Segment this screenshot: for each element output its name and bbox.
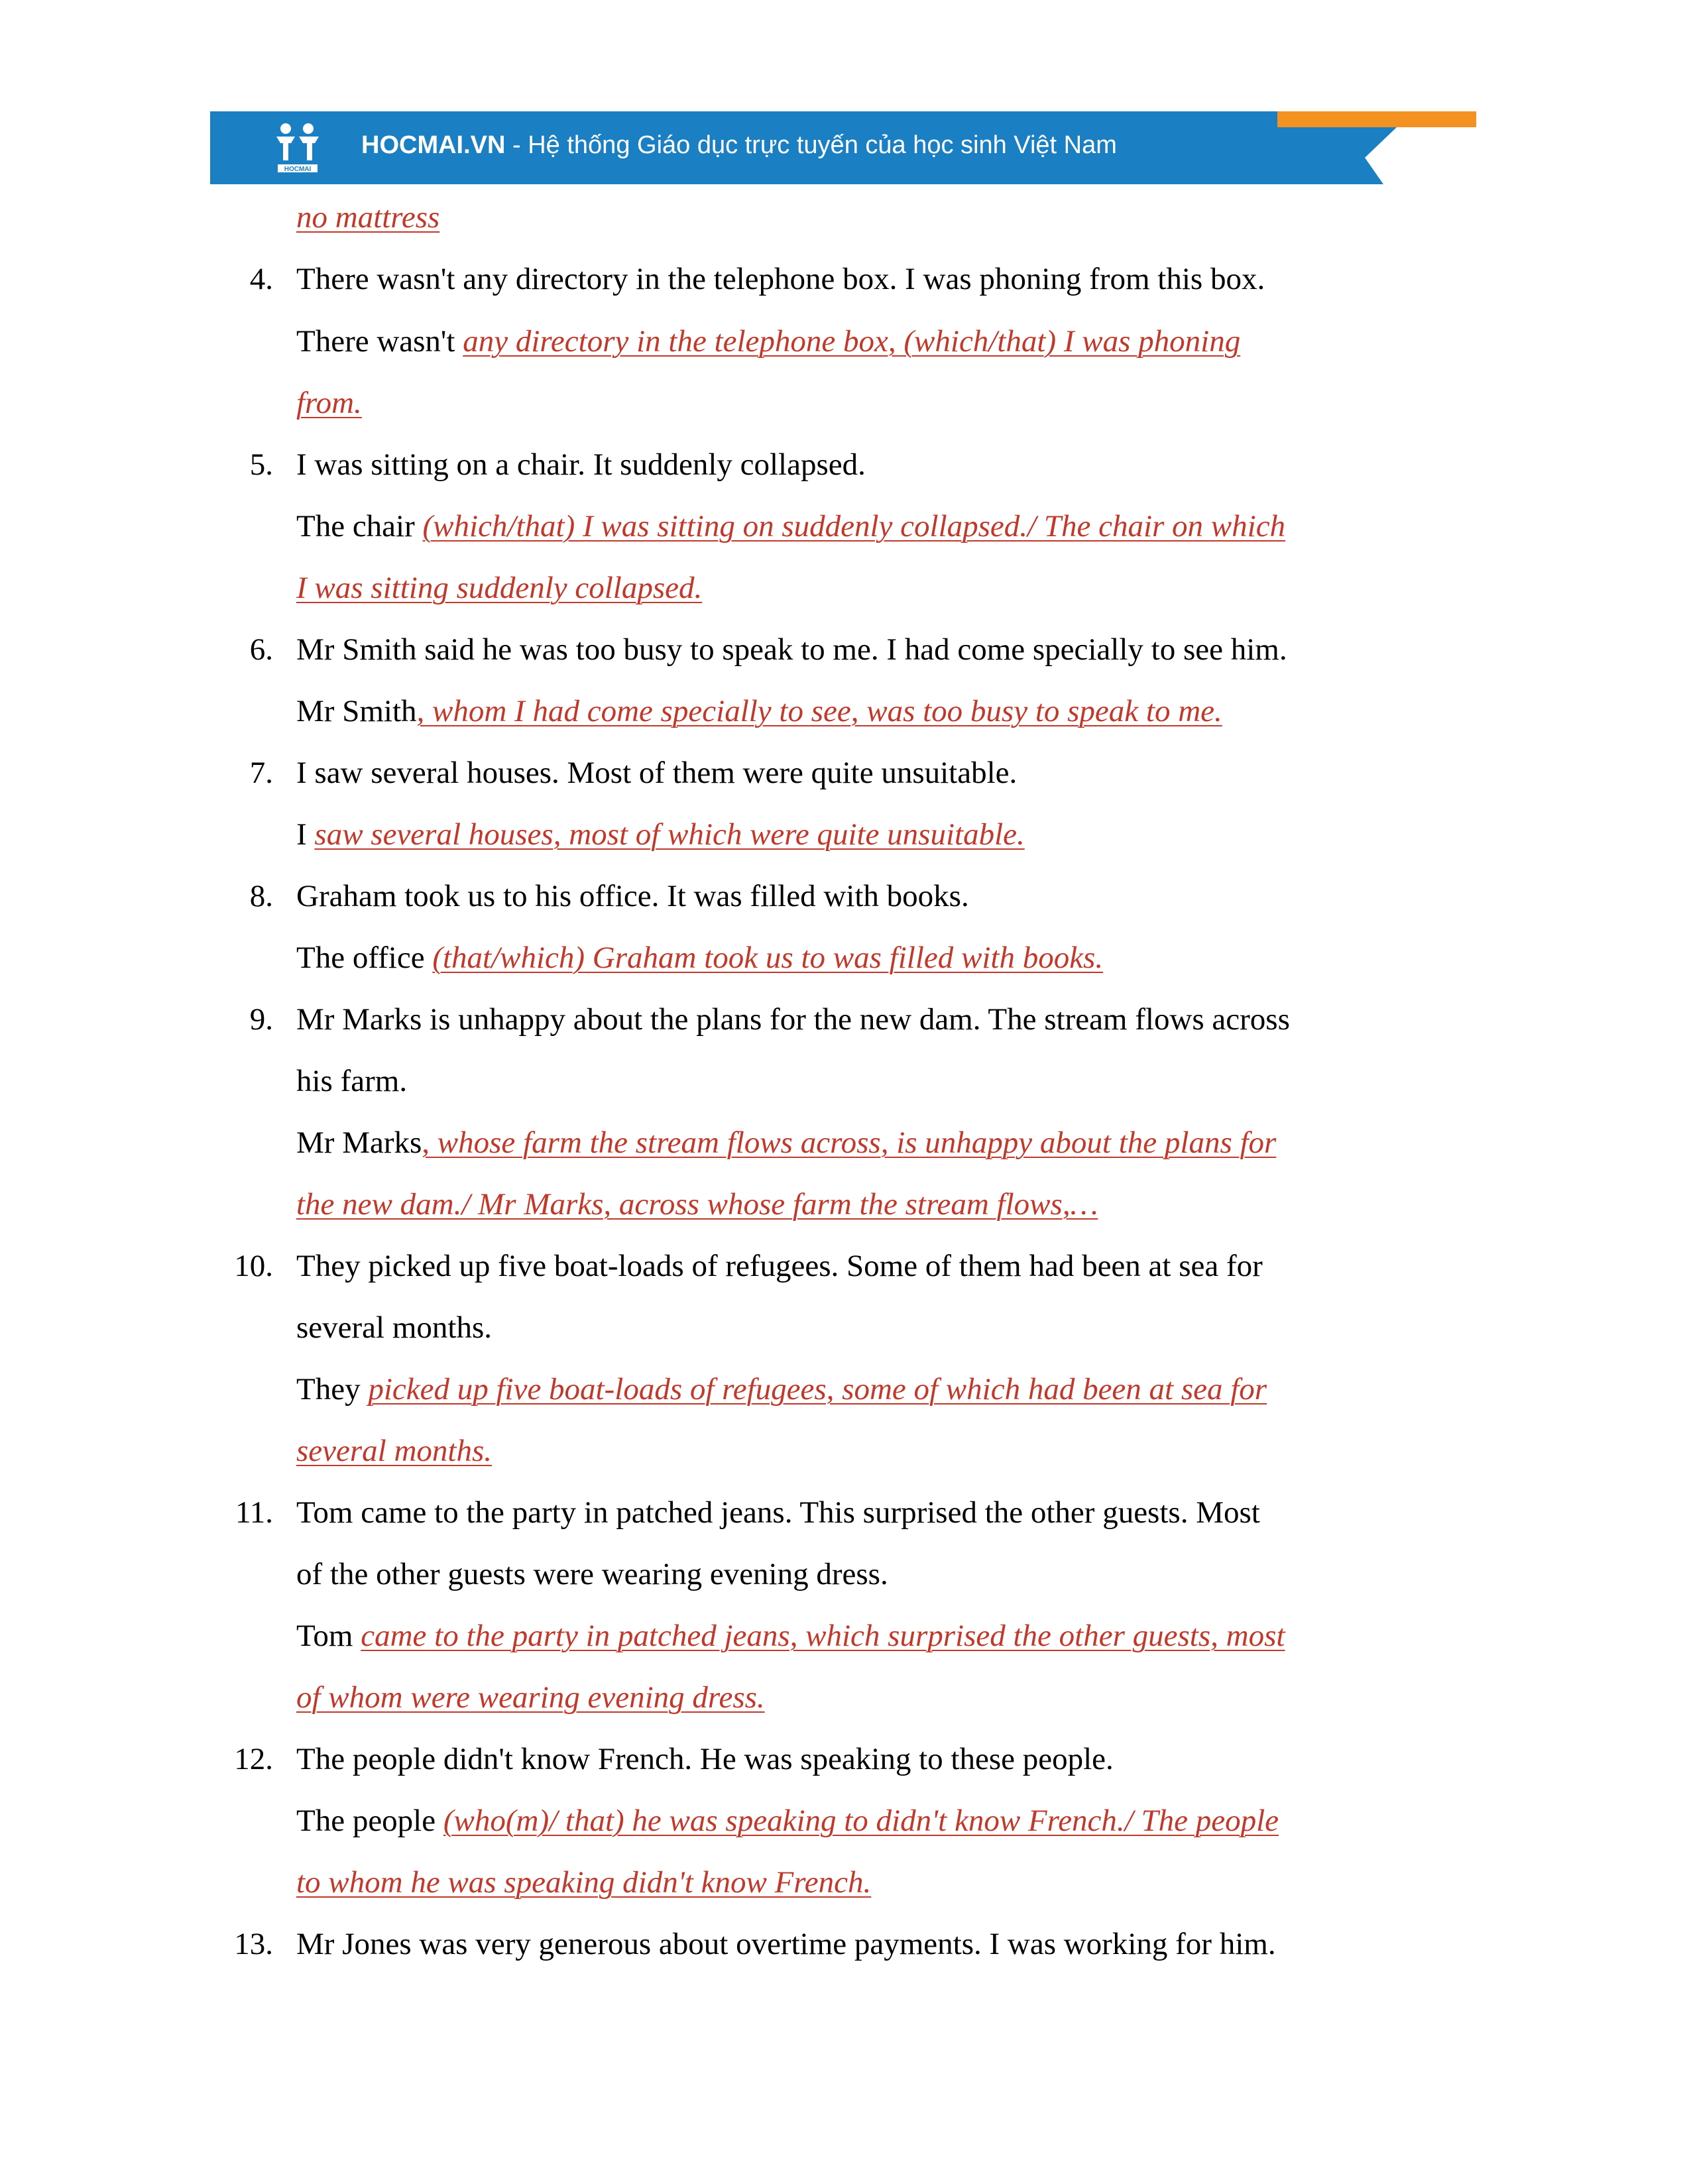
answer-text: I was sitting suddenly collapsed. [296, 571, 703, 605]
answer-text: came to the party in patched jeans, which surprised the other guests, most [361, 1619, 1285, 1653]
question-number: 5. [249, 447, 273, 482]
answer-line [296, 1801, 1279, 1841]
question-number: 8. [249, 879, 273, 913]
answer-lead: Tom [296, 1619, 361, 1653]
answer-line [296, 383, 362, 423]
question-text: Mr Smith said he was too busy to speak to me. I had come specially to see him. [296, 632, 1287, 667]
question-text: I was sitting on a chair. It suddenly collapsed. [296, 447, 866, 482]
question-number: 6. [249, 632, 273, 667]
answer-line [296, 1616, 1285, 1656]
question-number: 10. [234, 1249, 273, 1283]
answer-lead: The people [296, 1804, 443, 1838]
question-number: 13. [234, 1927, 273, 1961]
answer-text: (who(m)/ that) he was speaking to didn't know French./ The people [443, 1804, 1279, 1838]
answer-text: , whose farm the stream flows across, is unhappy about the plans for [422, 1125, 1277, 1160]
question-text: of the other guests were wearing evening dress. [296, 1557, 888, 1591]
answer-line [296, 506, 1285, 546]
answer-text: the new dam./ Mr Marks, across whose farm the stream flows,… [296, 1187, 1098, 1222]
answer-text: to whom he was speaking didn't know French. [296, 1865, 872, 1900]
question-text: I saw several houses. Most of them were quite unsuitable. [296, 756, 1018, 790]
site-header-banner [210, 111, 1476, 184]
answer-lead: I [296, 817, 315, 852]
answer-text: , whom I had come specially to see, was too busy to speak to me. [416, 694, 1222, 728]
question-number: 4. [249, 262, 273, 296]
answer-line [296, 1678, 765, 1717]
answer-line [296, 1431, 492, 1471]
answer-lead: Mr Smith [296, 694, 417, 728]
hocmai-logo-icon [271, 121, 324, 175]
brand-name: HOCMAI.VN [361, 131, 506, 159]
answer-line [296, 691, 1222, 731]
answer-line [296, 321, 1240, 361]
answer-line [296, 1123, 1276, 1163]
question-text: Mr Jones was very generous about overtime payments. I was working for him. [296, 1927, 1276, 1961]
answer-lead: Mr Marks [296, 1125, 422, 1160]
brand-tagline: - Hệ thống Giáo dục trực tuyến của học sinh Việt Nam [505, 131, 1117, 159]
question-number: 7. [249, 756, 273, 790]
question-text: There wasn't any directory in the telephone box. I was phoning from this box. [296, 262, 1265, 296]
question-number: 9. [249, 1002, 273, 1037]
answer-lead: They [296, 1372, 369, 1407]
answer-text: of whom were wearing evening dress. [296, 1680, 765, 1715]
answer-text: saw several houses, most of which were quite unsuitable. [314, 817, 1025, 852]
logo-wordmark: HOCMAI [284, 166, 312, 173]
answer-lead: There wasn't [296, 324, 463, 359]
header-orange-accent [1277, 111, 1476, 127]
answer-text: no mattress [296, 200, 440, 235]
question-text: Mr Marks is unhappy about the plans for the new dam. The stream flows across [296, 1002, 1290, 1037]
answer-line [296, 815, 1025, 854]
question-text: They picked up five boat-loads of refugees. Some of them had been at sea for [296, 1249, 1263, 1283]
question-number: 12. [234, 1742, 273, 1776]
header-brand-text [361, 131, 1117, 160]
answer-line [296, 1863, 871, 1902]
question-text: several months. [296, 1310, 492, 1345]
answer-text: several months. [296, 1434, 493, 1468]
answer-text: (that/which) Graham took us to was filled with books. [432, 941, 1104, 975]
answer-text: picked up five boat-loads of refugees, some of which had been at sea for [368, 1372, 1267, 1407]
answer-line [296, 1184, 1098, 1224]
answer-text: from. [296, 386, 362, 420]
answer-text: (which/that) I was sitting on suddenly collapsed./ The chair on which [422, 509, 1286, 544]
answer-text: any directory in the telephone box, (which/that) I was phoning [463, 324, 1241, 359]
answer-lead: The chair [296, 509, 423, 544]
answer-line [296, 568, 702, 608]
question-text: Graham took us to his office. It was filled with books. [296, 879, 969, 913]
question-text: The people didn't know French. He was speaking to these people. [296, 1742, 1114, 1776]
question-number: 11. [235, 1495, 273, 1530]
answer-line [296, 1369, 1267, 1409]
question-text: his farm. [296, 1064, 408, 1098]
answer-lead: The office [296, 941, 433, 975]
answer-line [296, 198, 439, 237]
question-text: Tom came to the party in patched jeans. This surprised the other guests. Most [296, 1495, 1260, 1530]
answer-line [296, 938, 1103, 978]
